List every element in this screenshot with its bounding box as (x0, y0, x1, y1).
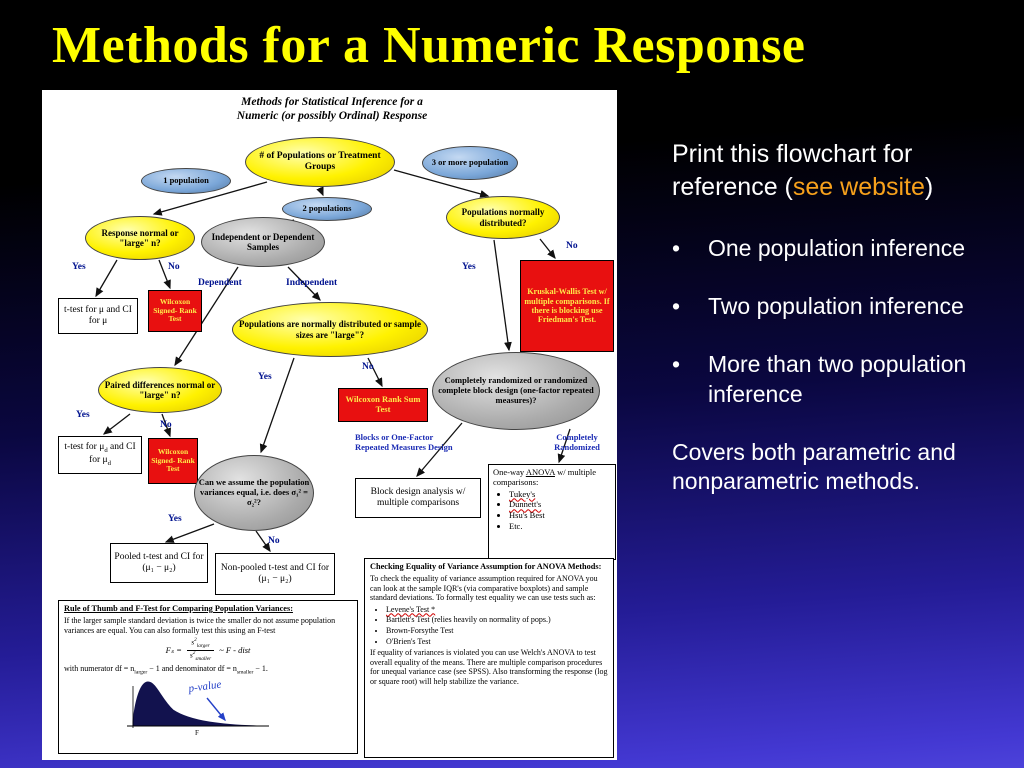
rule-of-thumb-box (58, 600, 358, 754)
formula-den-base: s (189, 650, 193, 660)
variance-test-item: • Levene's Test * (386, 605, 608, 615)
anova-heading-post: w/ multiple comparisons: (493, 467, 597, 487)
node-completely-randomized-or-block: Completely randomized or randomized complete block design (one-factor repeated measures)? (432, 352, 600, 430)
anova-bullet: • Hsu's Best (509, 511, 545, 521)
label-no-paired-diff: No (160, 420, 172, 430)
label-no-pops-norm-large: No (362, 362, 374, 372)
formula-numerator (187, 638, 214, 651)
formula-num-sub: larger (196, 643, 210, 650)
label-independent: Independent (286, 278, 338, 288)
flowchart-title-line2: Numeric (or possibly Ordinal) Response (236, 110, 428, 123)
see-website-link[interactable]: see website (792, 173, 925, 201)
formula-fraction (187, 638, 214, 662)
f-axis-label: F (195, 729, 199, 737)
flowchart-title-line1: Methods for Statistical Inference for a (241, 96, 423, 108)
node-number-of-populations: # of Populations or Treatment Groups (245, 137, 395, 187)
f-statistic-formula (64, 638, 352, 662)
flowchart-title (162, 95, 502, 124)
label-no-equal-variance: No (268, 536, 280, 546)
t-test-mu-d-sub2: d (107, 459, 111, 467)
formula-tail: ~ F - dist (219, 645, 251, 656)
label-yes-paired-diff: Yes (76, 410, 90, 420)
node-block-design-analysis: Block design analysis w/ multiple comparisons (355, 478, 481, 518)
anova-bullet-list (509, 490, 545, 533)
formula-num-sup: 2 (194, 637, 197, 644)
df-sub2: smaller (236, 669, 254, 676)
node-kruskal-wallis: Kruskal-Wallis Test w/ multiple comparisons. If there is blocking use Friedman's Test. (520, 260, 614, 352)
formula-num-base: s (191, 637, 195, 647)
label-yes-pops-norm-large: Yes (258, 372, 272, 382)
node-wilcoxon-signed-rank-1: Wilcoxon Signed- Rank Test (148, 290, 202, 332)
label-dependent: Dependent (198, 278, 242, 288)
bullet-two-population-text: • Two population inference (708, 292, 964, 319)
df-sub1: larger (134, 669, 148, 676)
rule-of-thumb-body: If the larger sample standard deviation is twice the smaller do not assume population variances are equal. You can also formally test this using an F-test (64, 615, 336, 635)
bullet-more-than-two-text: • More than two population inference (708, 350, 967, 407)
node-three-or-more-populations: 3 or more population (422, 146, 518, 180)
bullet-one-population (672, 234, 1006, 264)
node-independent-or-dependent: Independent or Dependent Samples (201, 217, 325, 267)
label-completely-randomized: Completely Randomized (554, 432, 600, 453)
checking-equality-box (364, 558, 614, 758)
anova-bullet: • Tukey's (509, 490, 545, 500)
formula-den-sub: smaller (195, 655, 212, 662)
node-populations-normal-or-large: Populations are normally distributed or sample sizes are "large"? (232, 302, 428, 357)
node-equal-variances: Can we assume the population variances equal, i.e. does σ₁² = σ₂²? (194, 455, 314, 531)
t-test-mu-d-pre: t-test for μ (64, 442, 105, 453)
node-wilcoxon-rank-sum: Wilcoxon Rank Sum Test (338, 388, 428, 422)
df-pre: with numerator df = n (64, 664, 135, 674)
anova-bullet: • Dunnett's (509, 500, 545, 510)
node-wilcoxon-signed-rank-2: Wilcoxon Signed- Rank Test (148, 438, 198, 484)
checking-equality-para2: If equality of variances is violated you can use Welch's ANOVA to test overall equality of the means. There are multiple comparison procedures for unequal variance case (see SPSS). Also transforming the response (log or square root) will help stabilize the variance. (370, 648, 608, 686)
label-yes-pops-normal: Yes (462, 262, 476, 272)
topic-bullet-list (672, 234, 1006, 410)
flowchart-panel (42, 90, 617, 760)
intro-line (672, 138, 1006, 204)
bullet-one-population-text: • One population inference (708, 235, 966, 261)
df-mid: − 1 and denominator df = n (147, 664, 237, 674)
node-populations-normally-distributed: Populations normally distributed? (446, 196, 560, 239)
anova-heading-pre: One-way (493, 467, 526, 477)
t-test-mu-d-mid: and CI for μ (89, 442, 136, 465)
anova-heading (493, 468, 611, 488)
label-blocks-repeated-measures: Blocks or One-Factor Repeated Measures Design (355, 432, 453, 453)
covers-methods-text: Covers both parametric and nonparametric methods. (672, 438, 956, 495)
anova-bullet: • Etc. (509, 522, 545, 532)
right-text-column (672, 138, 1006, 497)
label-yes-equal-variance: Yes (168, 514, 182, 524)
node-t-test-mu: t-test for μ and CI for μ (58, 298, 138, 334)
node-non-pooled-t-test: Non-pooled t-test and CI for (μ₁ − μ₂) (215, 553, 335, 595)
node-paired-differences-normal: Paired differences normal or "large" n? (98, 367, 222, 413)
formula-lhs: Fₛ = (165, 645, 182, 656)
bullet-two-population (672, 292, 1006, 322)
checking-equality-para1: To check the equality of variance assumption required for ANOVA you can look at the sample IQR's (via comparative boxplots) and sample standard deviations. To formally test equality we can use tests such as: (370, 573, 598, 603)
variance-tests-list (386, 605, 608, 646)
node-t-test-mu-d (58, 436, 142, 474)
t-test-mu-d-text (61, 442, 139, 467)
bullet-more-than-two (672, 350, 1006, 410)
rule-of-thumb-title: Rule of Thumb and F-Test for Comparing Population Variances: (64, 604, 293, 613)
intro-post: ) (924, 173, 934, 201)
p-value-annotation: p-value (187, 678, 223, 696)
node-pooled-t-test: Pooled t-test and CI for (μ₁ − μ₂) (110, 543, 208, 583)
t-test-mu-d-sub1: d (104, 447, 108, 455)
variance-test-item: • Brown-Forsythe Test (386, 626, 608, 636)
anova-heading-word: ANOVA (525, 467, 555, 477)
formula-denominator (187, 651, 214, 663)
df-post: − 1. (253, 664, 268, 674)
node-one-population: 1 population (141, 168, 231, 194)
variance-test-item: • O'Brien's Test (386, 637, 608, 647)
label-no-response-normal: No (168, 262, 180, 272)
intro-pre: Print this flowchart for reference ( (672, 140, 913, 201)
f-distribution-plot (116, 678, 286, 736)
variance-test-item: • Bartlett's Test (relies heavily on normality of pops.) (386, 615, 608, 625)
node-response-normal: Response normal or "large" n? (85, 216, 195, 260)
degrees-of-freedom-line (64, 664, 352, 676)
formula-den-sup: 2 (192, 649, 196, 656)
node-two-populations: 2 populations (282, 197, 372, 221)
checking-equality-title: Checking Equality of Variance Assumption for ANOVA Methods: (370, 562, 602, 571)
label-yes-response-normal: Yes (72, 262, 86, 272)
label-no-pops-normal: No (566, 241, 578, 251)
slide-title: Methods for a Numeric Response (52, 17, 806, 74)
node-one-way-anova (488, 464, 616, 560)
